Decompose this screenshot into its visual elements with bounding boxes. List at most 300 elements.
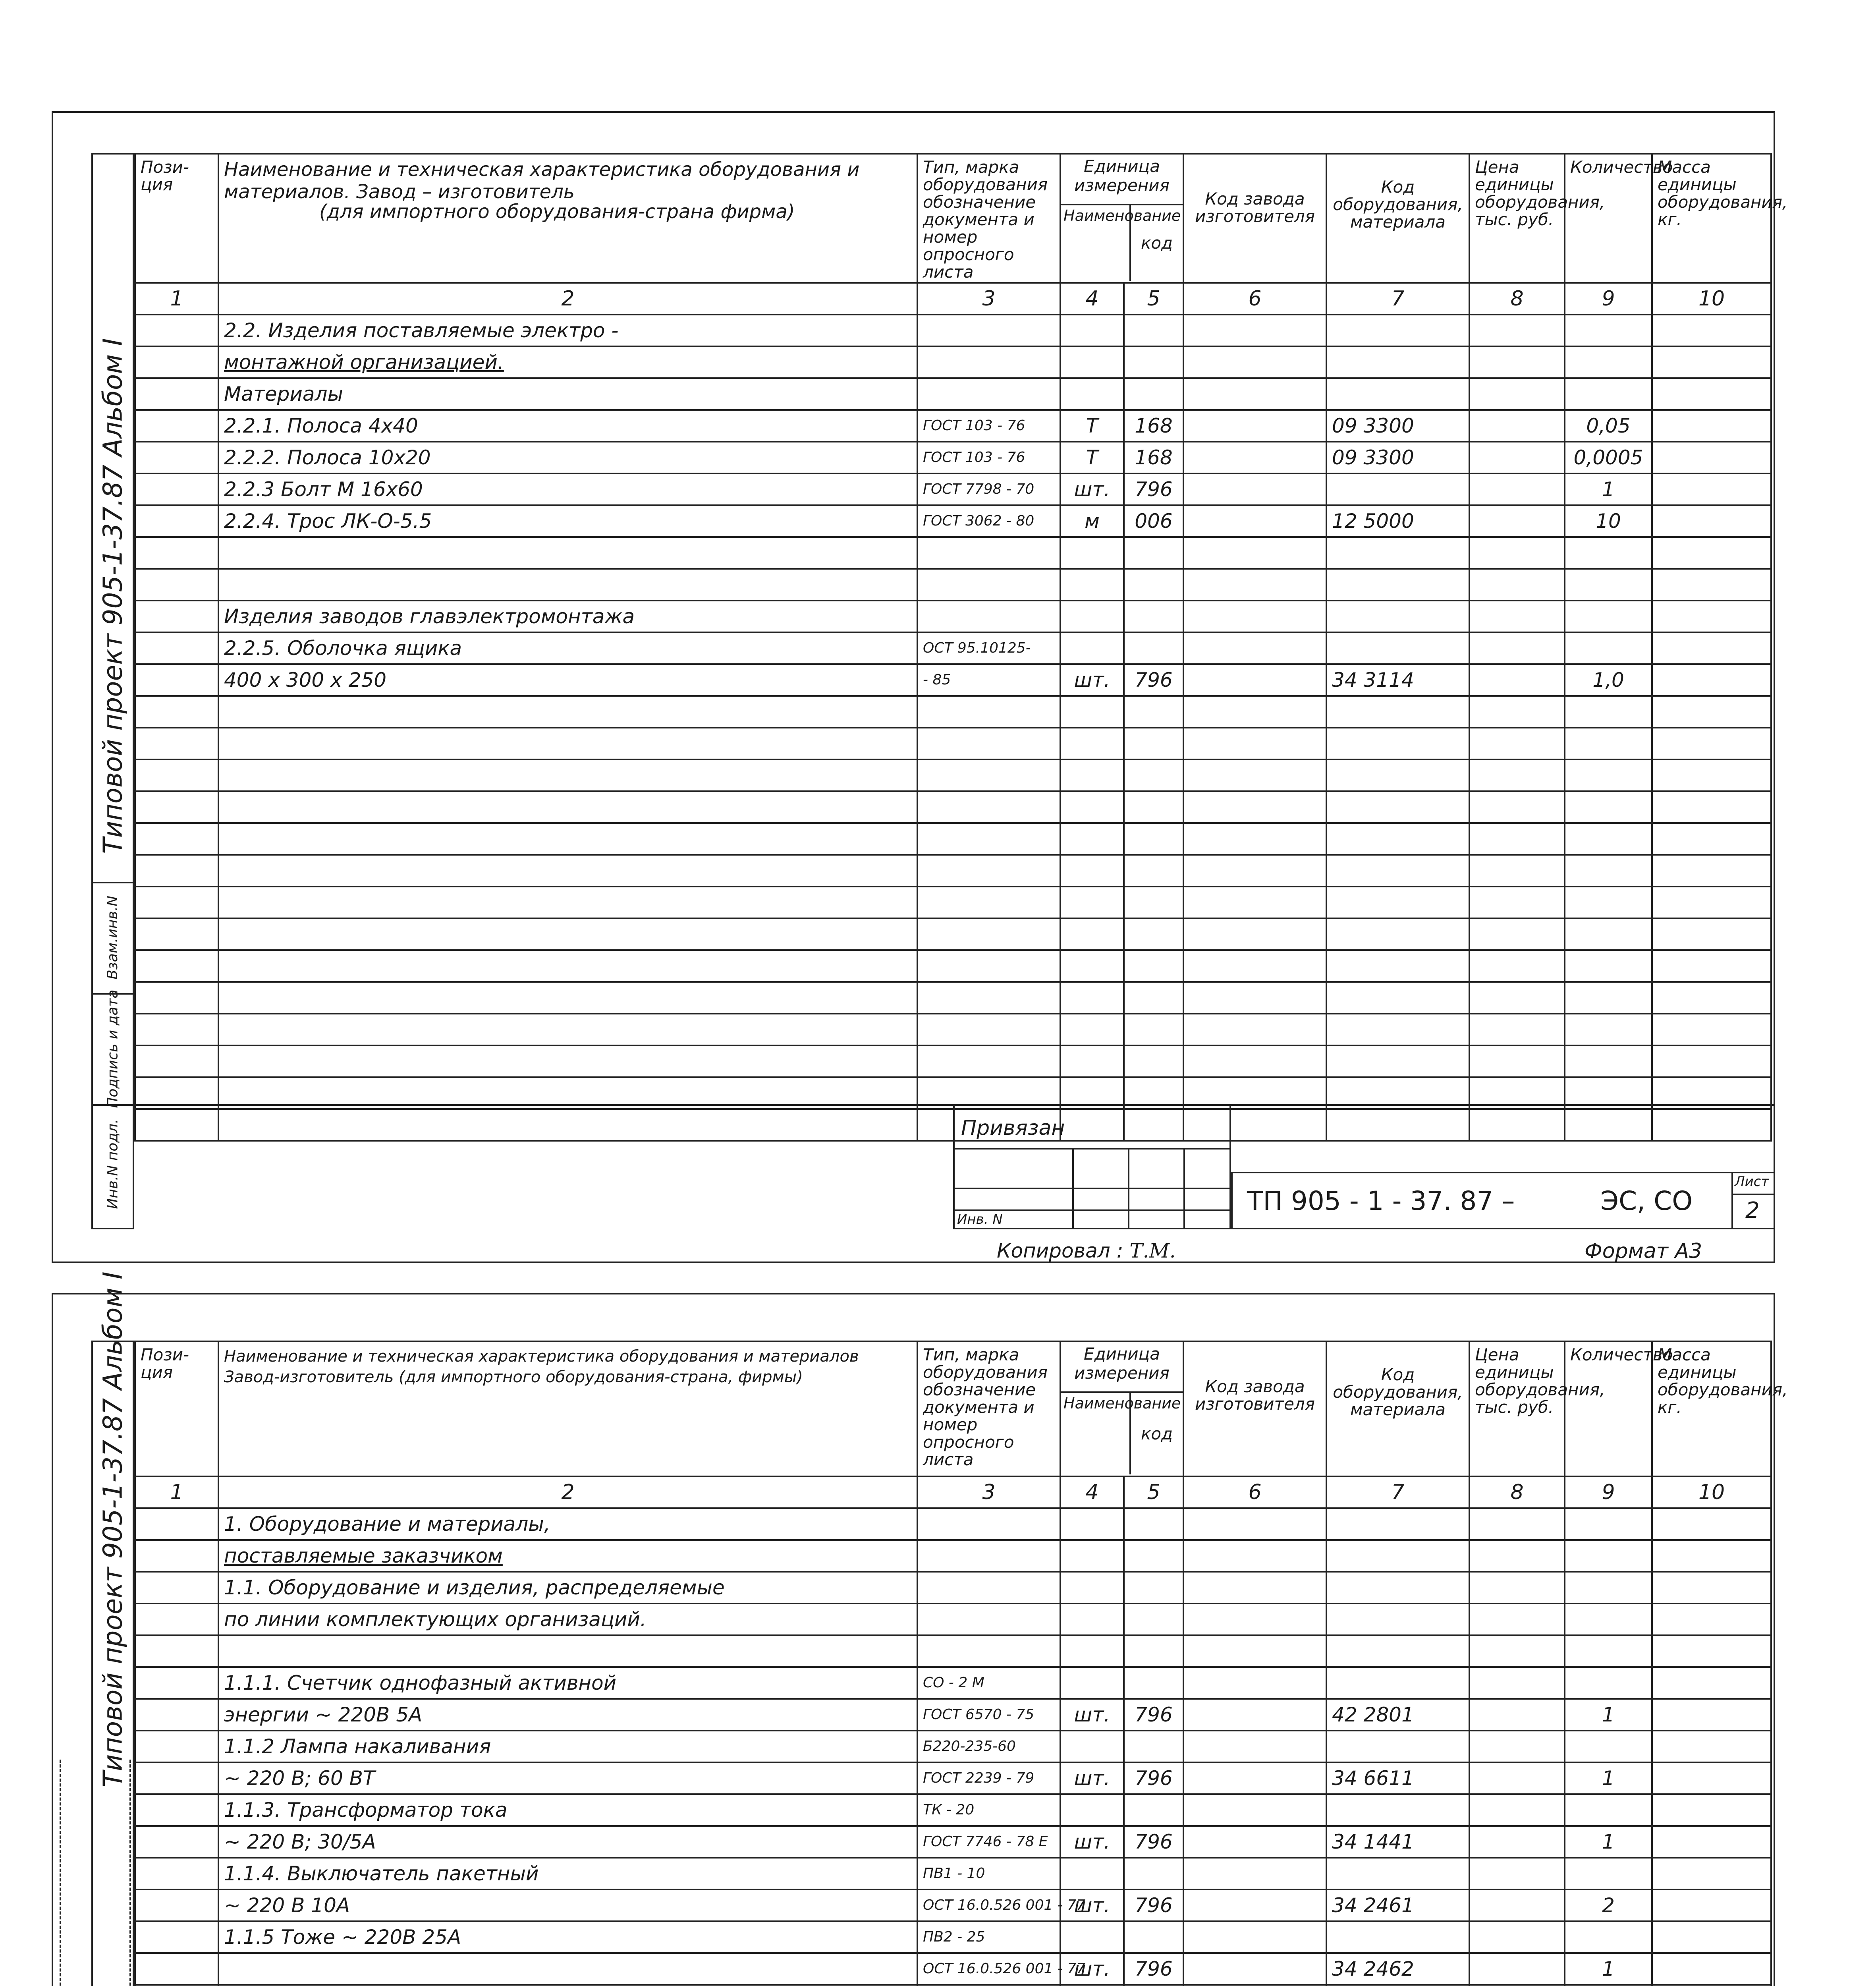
cell-pos <box>135 378 218 410</box>
col-number: 3 <box>917 1476 1060 1508</box>
cell-qty <box>1565 823 1652 855</box>
cell-unit <box>1060 918 1124 950</box>
cell-equip <box>1326 1667 1469 1699</box>
col-header-price: Цена единицы оборудования, тыс. руб. <box>1469 1341 1565 1476</box>
cell-pos <box>135 887 218 918</box>
col-number: 6 <box>1183 283 1326 315</box>
cell-equip <box>1326 791 1469 823</box>
cell-plant <box>1183 1635 1326 1667</box>
cell-qty: 1 <box>1565 1953 1652 1985</box>
table-row <box>135 537 1771 569</box>
cell-plant <box>1183 1921 1326 1953</box>
cell-pos <box>135 696 218 728</box>
cell-qty <box>1565 1794 1652 1826</box>
cell-type <box>917 759 1060 791</box>
cell-qty <box>1565 1014 1652 1045</box>
cell-mass <box>1652 1858 1771 1889</box>
cell-plant <box>1183 601 1326 632</box>
cell-pos <box>135 791 218 823</box>
cell-pos <box>135 1889 218 1921</box>
cell-type <box>917 823 1060 855</box>
cell-type: Б220-235-60 <box>917 1731 1060 1762</box>
cell-unit <box>1060 1731 1124 1762</box>
cell-equip <box>1326 632 1469 664</box>
stamp-line <box>953 1209 1231 1211</box>
cell-pos <box>135 1540 218 1572</box>
cell-equip <box>1326 696 1469 728</box>
cell-unit: шт. <box>1060 1699 1124 1731</box>
cell-type <box>917 537 1060 569</box>
cell-code <box>1124 982 1183 1014</box>
cell-unit <box>1060 728 1124 759</box>
cell-type: ОСТ 16.0.526 001 - 77 <box>917 1953 1060 1985</box>
cell-unit <box>1060 1667 1124 1699</box>
cell-code <box>1124 728 1183 759</box>
cell-plant <box>1183 1540 1326 1572</box>
cell-qty: 1 <box>1565 1762 1652 1794</box>
cell-code: 796 <box>1124 1762 1183 1794</box>
cell-unit <box>1060 1858 1124 1889</box>
cell-price <box>1469 1572 1565 1603</box>
cell-mass <box>1652 1014 1771 1045</box>
cell-equip <box>1326 1014 1469 1045</box>
cell-pos <box>135 442 218 473</box>
cell-name <box>218 1635 917 1667</box>
cell-type <box>917 982 1060 1014</box>
cell-qty <box>1565 601 1652 632</box>
cell-code <box>1124 1731 1183 1762</box>
cell-qty: 2 <box>1565 1889 1652 1921</box>
cell-price <box>1469 791 1565 823</box>
cell-equip <box>1326 1731 1469 1762</box>
cell-plant <box>1183 982 1326 1014</box>
cell-pos <box>135 1635 218 1667</box>
table-row <box>135 1014 1771 1045</box>
cell-price <box>1469 1826 1565 1858</box>
cell-name <box>218 1953 917 1985</box>
cell-price <box>1469 473 1565 505</box>
cell-plant <box>1183 632 1326 664</box>
cell-pos <box>135 346 218 378</box>
cell-mass <box>1652 1540 1771 1572</box>
stamp-line <box>1731 1194 1775 1195</box>
cell-type <box>917 315 1060 346</box>
cell-code: 796 <box>1124 1826 1183 1858</box>
cell-name: ~ 220 В; 30/5А <box>218 1826 917 1858</box>
col-number: 10 <box>1652 283 1771 315</box>
col-header-equip-code: Код оборудования, материала <box>1326 1341 1469 1476</box>
cell-unit <box>1060 1572 1124 1603</box>
table-row <box>135 378 1771 410</box>
stamp-inv-label: Инв. N <box>957 1211 1003 1227</box>
cell-name <box>218 728 917 759</box>
cell-price <box>1469 696 1565 728</box>
cell-type: ГОСТ 7746 - 78 Е <box>917 1826 1060 1858</box>
cell-name: 2.2.3 Болт М 16х60 <box>218 473 917 505</box>
col-header-unit: Единица измерения <box>1061 155 1183 205</box>
col-header-unit-code: код <box>1141 233 1173 253</box>
cell-code <box>1124 855 1183 887</box>
table-row <box>135 1603 1771 1635</box>
col-header-qty: Количество <box>1565 154 1652 283</box>
cell-plant <box>1183 505 1326 537</box>
col-header-unit: Единица измерения <box>1061 1342 1183 1393</box>
cell-plant <box>1183 918 1326 950</box>
spine-dashed-boxes <box>60 1760 131 1986</box>
table-row <box>135 1953 1771 1985</box>
table-row <box>135 1572 1771 1603</box>
cell-pos <box>135 950 218 982</box>
cell-type <box>917 855 1060 887</box>
cell-qty <box>1565 791 1652 823</box>
cell-equip <box>1326 887 1469 918</box>
cell-type: ОСТ 16.0.526 001 - 77 <box>917 1889 1060 1921</box>
cell-plant <box>1183 1889 1326 1921</box>
col-number: 8 <box>1469 283 1565 315</box>
cell-equip: 09 3300 <box>1326 442 1469 473</box>
cell-equip <box>1326 1603 1469 1635</box>
cell-price <box>1469 1540 1565 1572</box>
cell-name: 1.1. Оборудование и изделия, распределяемые <box>218 1572 917 1603</box>
spec-table-sheet-1 <box>134 153 1788 1142</box>
cell-qty <box>1565 1540 1652 1572</box>
cell-qty <box>1565 950 1652 982</box>
cell-name: монтажной организацией. <box>218 346 917 378</box>
cell-type: ОСТ 95.10125- <box>917 632 1060 664</box>
col-number: 5 <box>1124 283 1183 315</box>
cell-code <box>1124 569 1183 601</box>
table-row <box>135 315 1771 346</box>
cell-price <box>1469 632 1565 664</box>
cell-type <box>917 601 1060 632</box>
col-number: 4 <box>1060 1476 1124 1508</box>
cell-mass <box>1652 1572 1771 1603</box>
cell-code <box>1124 601 1183 632</box>
cell-equip: 09 3300 <box>1326 410 1469 442</box>
cell-qty: 1 <box>1565 1826 1652 1858</box>
cell-equip <box>1326 950 1469 982</box>
cell-code: 796 <box>1124 1953 1183 1985</box>
cell-name: 1.1.3. Трансформатор тока <box>218 1794 917 1826</box>
cell-mass <box>1652 1921 1771 1953</box>
cell-code <box>1124 1014 1183 1045</box>
cell-price <box>1469 442 1565 473</box>
cell-pos <box>135 728 218 759</box>
cell-type <box>917 1045 1060 1077</box>
cell-price <box>1469 315 1565 346</box>
col-number: 7 <box>1326 1476 1469 1508</box>
cell-equip <box>1326 728 1469 759</box>
table-row <box>135 759 1771 791</box>
cell-price <box>1469 569 1565 601</box>
cell-name <box>218 759 917 791</box>
cell-qty <box>1565 1635 1652 1667</box>
cell-qty <box>1565 759 1652 791</box>
cell-unit <box>1060 315 1124 346</box>
cell-code: 006 <box>1124 505 1183 537</box>
col-number: 8 <box>1469 1476 1565 1508</box>
cell-mass <box>1652 1109 1771 1141</box>
cell-mass <box>1652 982 1771 1014</box>
cell-mass <box>1652 728 1771 759</box>
col-number: 1 <box>135 283 218 315</box>
cell-type <box>917 1572 1060 1603</box>
table-row <box>135 791 1771 823</box>
cell-price <box>1469 1014 1565 1045</box>
cell-price <box>1469 664 1565 696</box>
cell-equip <box>1326 346 1469 378</box>
cell-plant <box>1183 410 1326 442</box>
cell-price <box>1469 601 1565 632</box>
cell-unit <box>1060 1603 1124 1635</box>
cell-price <box>1469 378 1565 410</box>
cell-type <box>917 918 1060 950</box>
col-number: 2 <box>218 1476 917 1508</box>
cell-code <box>1124 1858 1183 1889</box>
cell-code: 796 <box>1124 664 1183 696</box>
cell-plant <box>1183 378 1326 410</box>
cell-qty <box>1565 728 1652 759</box>
cell-qty <box>1565 1109 1652 1141</box>
cell-qty <box>1565 1921 1652 1953</box>
stamp-line <box>1731 1172 1733 1229</box>
cell-name <box>218 1045 917 1077</box>
cell-qty <box>1565 1508 1652 1540</box>
cell-mass <box>1652 505 1771 537</box>
cell-mass <box>1652 1826 1771 1858</box>
table-row <box>135 410 1771 442</box>
cell-qty <box>1565 569 1652 601</box>
cell-mass <box>1652 918 1771 950</box>
cell-price <box>1469 887 1565 918</box>
cell-type: ГОСТ 103 - 76 <box>917 410 1060 442</box>
col-header-position: Пози-ция <box>135 154 218 283</box>
cell-mass <box>1652 1508 1771 1540</box>
cell-equip <box>1326 1508 1469 1540</box>
cell-qty: 0,0005 <box>1565 442 1652 473</box>
copied-text: Копировал : <box>997 1239 1123 1262</box>
cell-mass <box>1652 1731 1771 1762</box>
album-title-text: Типовой проект 905-1-37.87 Альбом I <box>97 338 128 854</box>
cell-price <box>1469 505 1565 537</box>
cell-code <box>1124 918 1183 950</box>
cell-unit <box>1060 378 1124 410</box>
cell-name: 1.1.2 Лампа накаливания <box>218 1731 917 1762</box>
cell-price <box>1469 982 1565 1014</box>
cell-qty <box>1565 315 1652 346</box>
cell-name: Изделия заводов главэлектромонтажа <box>218 601 917 632</box>
cell-equip <box>1326 1794 1469 1826</box>
col-number: 2 <box>218 283 917 315</box>
cell-pos <box>135 1699 218 1731</box>
cell-qty: 1,0 <box>1565 664 1652 696</box>
sheet-number: 2 <box>1745 1198 1760 1223</box>
cell-unit <box>1060 982 1124 1014</box>
cell-unit <box>1060 823 1124 855</box>
col-header-type: Тип, марка оборудования обозначение документа и номер опросного листа <box>917 154 1060 283</box>
cell-equip <box>1326 315 1469 346</box>
cell-unit <box>1060 1014 1124 1045</box>
album-title-vertical <box>91 318 134 874</box>
cell-unit <box>1060 601 1124 632</box>
cell-name: Материалы <box>218 378 917 410</box>
cell-type <box>917 791 1060 823</box>
cell-code: 796 <box>1124 1699 1183 1731</box>
col-header-type: Тип, марка оборудования обозначение документа и номер опросного листа <box>917 1341 1060 1476</box>
table-row <box>135 505 1771 537</box>
cell-price <box>1469 759 1565 791</box>
cell-unit: шт. <box>1060 1953 1124 1985</box>
table-row <box>135 1858 1771 1889</box>
cell-name <box>218 1109 917 1141</box>
cell-unit <box>1060 791 1124 823</box>
cell-pos <box>135 315 218 346</box>
cell-equip <box>1326 1921 1469 1953</box>
cell-code: 796 <box>1124 473 1183 505</box>
cell-code <box>1124 1667 1183 1699</box>
cell-qty: 1 <box>1565 473 1652 505</box>
table-row <box>135 1508 1771 1540</box>
stamp-line <box>953 1188 1231 1189</box>
cell-type <box>917 950 1060 982</box>
table-row <box>135 569 1771 601</box>
cell-qty <box>1565 1045 1652 1077</box>
column-numbers <box>135 283 1771 315</box>
cell-unit: м <box>1060 505 1124 537</box>
cell-mass <box>1652 791 1771 823</box>
doc-number: ТП 905 - 1 - 37. 87 – <box>1247 1186 1515 1216</box>
cell-qty <box>1565 1858 1652 1889</box>
cell-equip: 34 1441 <box>1326 1826 1469 1858</box>
cell-type: ГОСТ 6570 - 75 <box>917 1699 1060 1731</box>
cell-equip <box>1326 537 1469 569</box>
col-header-name-text: Наименование и техническая характеристика оборудования и материалов. Завод – изготовитель <box>224 158 860 203</box>
cell-pos <box>135 1731 218 1762</box>
cell-name <box>218 696 917 728</box>
table-row <box>135 918 1771 950</box>
cell-name <box>218 855 917 887</box>
cell-plant <box>1183 346 1326 378</box>
cell-equip <box>1326 1858 1469 1889</box>
col-number: 9 <box>1565 283 1652 315</box>
cell-code <box>1124 632 1183 664</box>
cell-type: - 85 <box>917 664 1060 696</box>
cell-mass <box>1652 569 1771 601</box>
cell-name <box>218 569 917 601</box>
cell-mass <box>1652 1762 1771 1794</box>
cell-code <box>1124 1045 1183 1077</box>
cell-plant <box>1183 1508 1326 1540</box>
cell-mass <box>1652 1889 1771 1921</box>
cell-name: 1.1.1. Счетчик однофазный активной <box>218 1667 917 1699</box>
cell-plant <box>1183 1762 1326 1794</box>
cell-plant <box>1183 1699 1326 1731</box>
cell-mass <box>1652 378 1771 410</box>
col-number: 1 <box>135 1476 218 1508</box>
cell-mass <box>1652 1045 1771 1077</box>
col-header-plant-code: Код завода изготовителя <box>1183 1341 1326 1476</box>
cell-mass <box>1652 1603 1771 1635</box>
table-row <box>135 1794 1771 1826</box>
cell-name: 2.2.5. Оболочка ящика <box>218 632 917 664</box>
cell-pos <box>135 982 218 1014</box>
col-header-unit-group <box>1060 1341 1183 1476</box>
cell-type: ГОСТ 7798 - 70 <box>917 473 1060 505</box>
table-row <box>135 1826 1771 1858</box>
cell-equip: 34 2461 <box>1326 1889 1469 1921</box>
cell-pos <box>135 1953 218 1985</box>
cell-unit: Т <box>1060 410 1124 442</box>
cell-qty: 10 <box>1565 505 1652 537</box>
spine-label-text: Инв.N подл. <box>104 1119 121 1209</box>
cell-qty <box>1565 855 1652 887</box>
cell-type: ГОСТ 3062 - 80 <box>917 505 1060 537</box>
cell-mass <box>1652 950 1771 982</box>
cell-pos <box>135 1109 218 1141</box>
cell-unit <box>1060 855 1124 887</box>
table-row <box>135 1889 1771 1921</box>
cell-code <box>1124 1540 1183 1572</box>
cell-unit <box>1060 696 1124 728</box>
cell-plant <box>1183 1014 1326 1045</box>
cell-code: 796 <box>1124 1889 1183 1921</box>
cell-qty <box>1565 632 1652 664</box>
cell-price <box>1469 1699 1565 1731</box>
cell-type <box>917 1508 1060 1540</box>
doc-code: ЭС, СО <box>1600 1186 1693 1216</box>
table-row <box>135 1045 1771 1077</box>
cell-name <box>218 791 917 823</box>
cell-equip: 34 6611 <box>1326 1762 1469 1794</box>
cell-plant <box>1183 569 1326 601</box>
table-row <box>135 887 1771 918</box>
cell-name: 2.2. Изделия поставляемые электро - <box>218 315 917 346</box>
stamp-line <box>953 1148 1231 1149</box>
cell-price <box>1469 1921 1565 1953</box>
cell-equip <box>1326 855 1469 887</box>
cell-unit <box>1060 1508 1124 1540</box>
cell-price <box>1469 823 1565 855</box>
cell-equip <box>1326 378 1469 410</box>
cell-price <box>1469 1762 1565 1794</box>
column-numbers <box>135 1476 1771 1508</box>
cell-equip <box>1326 1635 1469 1667</box>
stamp-bound-label: Привязан <box>961 1116 1065 1140</box>
table-row <box>135 950 1771 982</box>
cell-unit: шт. <box>1060 1826 1124 1858</box>
col-number: 4 <box>1060 283 1124 315</box>
col-header-name-sub: (для импортного оборудования-страна фирма) <box>319 201 795 223</box>
cell-code <box>1124 315 1183 346</box>
cell-equip <box>1326 1045 1469 1077</box>
cell-equip <box>1326 601 1469 632</box>
spine-label-text: Подпись и дата <box>104 989 121 1108</box>
cell-plant <box>1183 1731 1326 1762</box>
table-row <box>135 696 1771 728</box>
cell-plant <box>1183 855 1326 887</box>
col-header-unit-name: Наименование <box>1061 205 1131 281</box>
cell-name: по линии комплектующих организаций. <box>218 1603 917 1635</box>
cell-type: ПВ1 - 10 <box>917 1858 1060 1889</box>
cell-price <box>1469 1603 1565 1635</box>
cell-unit: шт. <box>1060 1889 1124 1921</box>
cell-mass <box>1652 1794 1771 1826</box>
table-row <box>135 1762 1771 1794</box>
cell-type <box>917 1014 1060 1045</box>
cell-mass <box>1652 823 1771 855</box>
cell-equip <box>1326 918 1469 950</box>
cell-pos <box>135 1667 218 1699</box>
